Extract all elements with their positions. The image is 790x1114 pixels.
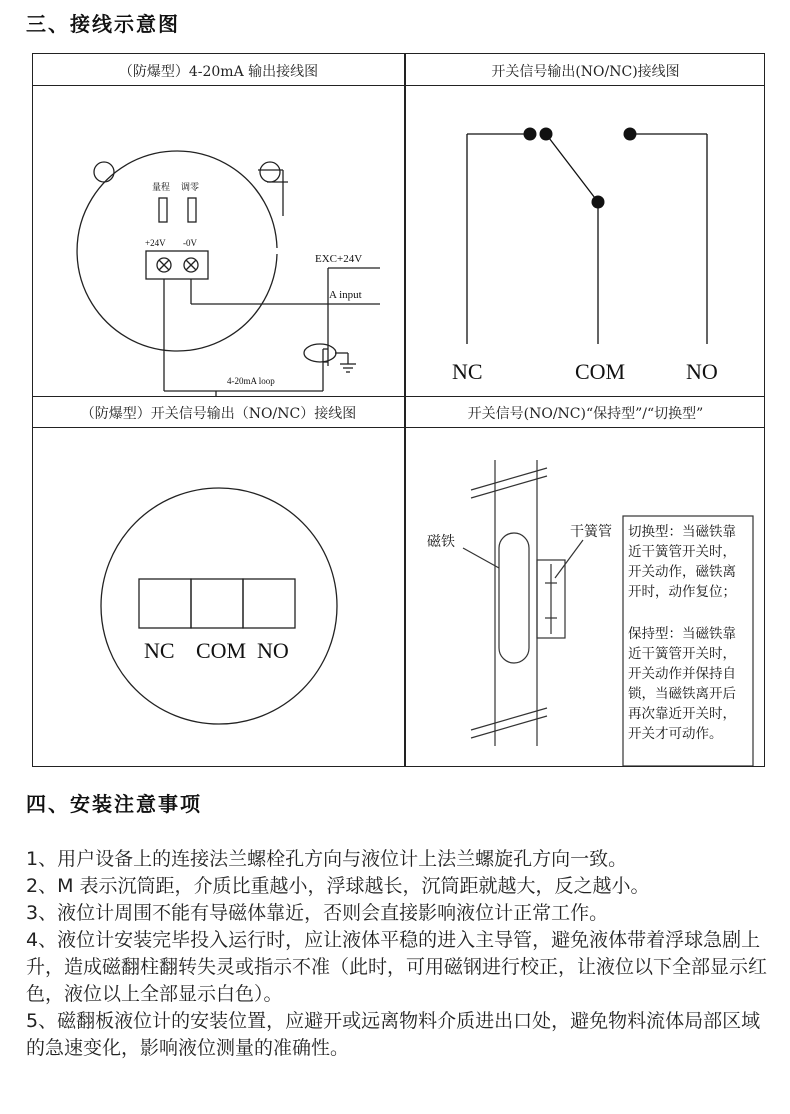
svg-text:切换型：当磁铁靠: 切换型：当磁铁靠 [628,524,736,539]
note-item: 1、用户设备上的连接法兰螺栓孔方向与液位计上法兰螺旋孔方向一致。 [26,848,628,870]
panel-2-diagram [405,86,766,396]
label-exc: EXC+24V [315,253,363,265]
panel-3-diagram [33,428,404,766]
svg-text:近干簧管开关时，: 近干簧管开关时， [628,544,736,559]
note-item: 4、液位计安装完毕投入运行时，应让液体平稳的进入主导管，避免液体带着浮球急剧上升，造成磁翻柱翻转失灵或指示不准（此时，可用磁钢进行校正，让液位以下全部显示红色，液位以上全部显示白色）。 [26,929,768,1005]
terminal-nc [139,579,191,628]
label-com: COM [575,359,626,384]
label-loop: 4-20mA loop [227,376,275,386]
housing-circle [101,488,337,724]
terminal-com [191,579,243,628]
label-zero: 调零 [181,182,200,192]
svg-text:再次靠近开关时，: 再次靠近开关时， [628,706,736,721]
wiring-diagram-grid [32,53,765,767]
svg-text:开关才可动作。: 开关才可动作。 [628,726,723,741]
panel-1-title: （防爆型）4-20mA 输出接线图 [118,64,319,80]
installation-notes [26,846,771,1062]
panel-3-title: （防爆型）开关信号输出（NO/NC）接线图 [80,406,357,422]
svg-text:开关动作，磁铁离: 开关动作，磁铁离 [628,564,736,579]
grid-divider-middle [33,396,764,397]
label-no: NO [686,359,718,384]
cable-shield [304,344,336,362]
label-com: COM [196,638,247,663]
terminal-block [146,251,208,279]
label-minus0: -0V [183,238,197,248]
legend-text [628,523,736,741]
label-no: NO [257,638,289,663]
note-item: 2、M 表示沉筒距，介质比重越小，浮球越长，沉筒距就越大，反之越小。 [26,875,650,897]
label-ainput: A input [329,289,362,301]
svg-text:保持型：当磁铁靠: 保持型：当磁铁靠 [628,626,736,641]
section-4-title: 四、安装注意事项 [26,792,202,816]
magnet [499,533,529,663]
panel-2-title: 开关信号输出(NO/NC)接线图 [491,64,680,80]
panel-4-title: 开关信号(NO/NC)“保持型”/“切换型” [467,406,704,422]
panel-1-diagram [33,86,404,396]
label-plus24: +24V [145,238,166,248]
terminal-no [243,579,295,628]
note-item: 5、磁翻板液位计的安装位置，应避开或远离物料介质进出口处，避免物料流体局部区域的急速变化，影响液位测量的准确性。 [26,1010,761,1059]
section-3-title: 三、接线示意图 [26,12,180,36]
zero-pot [188,198,196,222]
label-reed: 干簧管 [570,525,612,540]
mount-hole-left [94,162,114,182]
label-range: 量程 [152,182,171,192]
range-pot [159,198,167,222]
label-nc: NC [452,359,483,384]
mount-hole-right [260,162,280,182]
svg-text:锁，当磁铁离开后: 锁，当磁铁离开后 [628,686,736,701]
panel-4-diagram [405,428,766,766]
svg-text:近干簧管开关时，: 近干簧管开关时， [628,646,736,661]
note-item: 3、液位计周围不能有导磁体靠近，否则会直接影响液位计正常工作。 [26,902,609,924]
label-nc: NC [144,638,175,663]
svg-text:开时，动作复位；: 开时，动作复位； [628,584,736,599]
label-magnet: 磁铁 [427,535,455,550]
svg-text:开关动作并保持自: 开关动作并保持自 [628,666,736,681]
